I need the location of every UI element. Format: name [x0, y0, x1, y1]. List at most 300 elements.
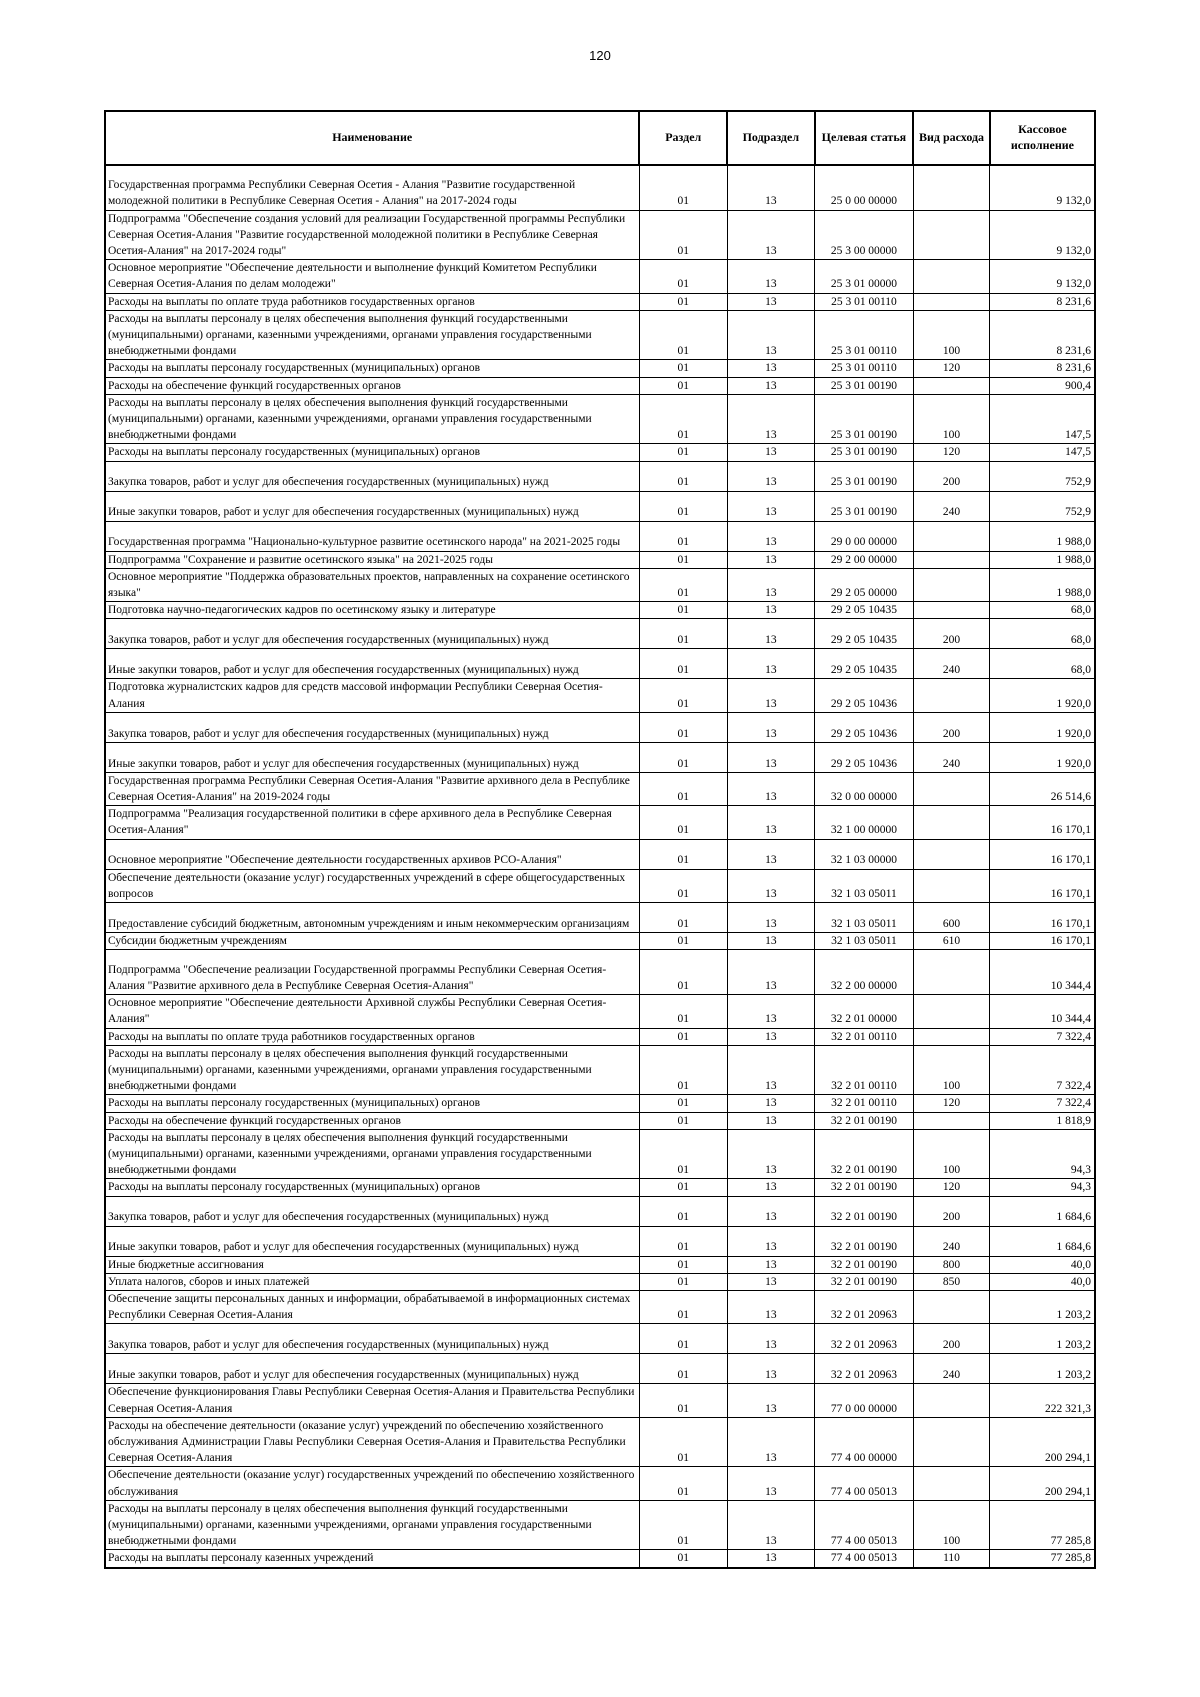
row-name: Подпрограмма "Обеспечение создания условий для реализации Государственной программы Республики Северная Осетия-Алания "Развитие государственной молодежной политики в Республике Северная Осетия-Алания" на 2017-2024 годы"	[105, 210, 639, 260]
row-vid: 600	[913, 902, 990, 932]
row-name: Расходы на выплаты персоналу в целях обеспечения выполнения функций государственными (муниципальными) органами, казенными учреждениями, органами управления государственными внебюджетными фондами	[105, 394, 639, 444]
table-row	[105, 602, 1095, 619]
row-podrazdel: 13	[727, 1112, 815, 1129]
row-razdel: 01	[639, 1324, 727, 1354]
row-statya: 77 0 00 00000	[815, 1384, 914, 1417]
row-vid	[913, 1467, 990, 1500]
table-row	[105, 1354, 1095, 1384]
table-row	[105, 1467, 1095, 1500]
row-amount: 7 322,4	[990, 1095, 1095, 1112]
row-name: Расходы на выплаты персоналу государственных (муниципальных) органов	[105, 1179, 639, 1196]
row-amount: 7 322,4	[990, 1028, 1095, 1045]
table-row	[105, 1500, 1095, 1550]
table-row	[105, 806, 1095, 839]
row-vid: 100	[913, 1500, 990, 1550]
row-name: Иные закупки товаров, работ и услуг для обеспечения государственных (муниципальных) нужд	[105, 1226, 639, 1256]
row-razdel: 01	[639, 712, 727, 742]
table-row	[105, 1324, 1095, 1354]
row-statya: 32 2 01 00000	[815, 995, 914, 1028]
row-podrazdel: 13	[727, 806, 815, 839]
row-amount: 1 920,0	[990, 712, 1095, 742]
table-row	[105, 444, 1095, 461]
row-statya: 77 4 00 05013	[815, 1500, 914, 1550]
row-statya: 25 3 01 00190	[815, 394, 914, 444]
row-amount: 1 684,6	[990, 1196, 1095, 1226]
table-row	[105, 491, 1095, 521]
row-amount: 10 344,4	[990, 950, 1095, 995]
row-razdel: 01	[639, 165, 727, 210]
table-row	[105, 1273, 1095, 1290]
row-podrazdel: 13	[727, 1273, 815, 1290]
row-name: Основное мероприятие "Поддержка образовательных проектов, направленных на сохранение осетинского языка"	[105, 568, 639, 601]
row-vid	[913, 293, 990, 310]
row-podrazdel: 13	[727, 1226, 815, 1256]
row-name: Расходы на выплаты по оплате труда работников государственных органов	[105, 293, 639, 310]
row-razdel: 01	[639, 1112, 727, 1129]
row-razdel: 01	[639, 1179, 727, 1196]
table-row	[105, 210, 1095, 260]
row-name: Закупка товаров, работ и услуг для обеспечения государственных (муниципальных) нужд	[105, 1324, 639, 1354]
row-statya: 32 2 01 20963	[815, 1324, 914, 1354]
row-podrazdel: 13	[727, 551, 815, 568]
row-statya: 77 4 00 00000	[815, 1417, 914, 1467]
table-row	[105, 360, 1095, 377]
table-row	[105, 950, 1095, 995]
row-amount: 1 203,2	[990, 1291, 1095, 1324]
row-vid	[913, 1417, 990, 1467]
table-row	[105, 310, 1095, 360]
row-name: Расходы на обеспечение функций государственных органов	[105, 1112, 639, 1129]
row-podrazdel: 13	[727, 1095, 815, 1112]
table-row	[105, 1226, 1095, 1256]
table-row	[105, 260, 1095, 293]
row-razdel: 01	[639, 1045, 727, 1095]
row-vid: 200	[913, 1324, 990, 1354]
row-podrazdel: 13	[727, 619, 815, 649]
row-podrazdel: 13	[727, 444, 815, 461]
row-razdel: 01	[639, 602, 727, 619]
row-vid: 200	[913, 1196, 990, 1226]
row-razdel: 01	[639, 377, 727, 394]
row-podrazdel: 13	[727, 1324, 815, 1354]
row-podrazdel: 13	[727, 1354, 815, 1384]
row-vid	[913, 839, 990, 869]
row-podrazdel: 13	[727, 1467, 815, 1500]
row-name: Основное мероприятие "Обеспечение деятельности государственных архивов РСО-Алания"	[105, 839, 639, 869]
row-podrazdel: 13	[727, 1417, 815, 1467]
row-statya: 32 1 03 05011	[815, 932, 914, 949]
header-vid: Вид расхода	[913, 111, 990, 165]
row-name: Закупка товаров, работ и услуг для обеспечения государственных (муниципальных) нужд	[105, 461, 639, 491]
row-podrazdel: 13	[727, 1384, 815, 1417]
row-razdel: 01	[639, 1354, 727, 1384]
row-statya: 32 1 03 00000	[815, 839, 914, 869]
header-name: Наименование	[105, 111, 639, 165]
row-vid: 120	[913, 1095, 990, 1112]
row-vid	[913, 1112, 990, 1129]
row-vid: 100	[913, 394, 990, 444]
row-podrazdel: 13	[727, 1550, 815, 1568]
row-statya: 77 4 00 05013	[815, 1467, 914, 1500]
table-body	[105, 165, 1095, 1568]
row-statya: 32 2 01 00190	[815, 1256, 914, 1273]
row-name: Подпрограмма "Реализация государственной политики в сфере архивного дела в Республике Северная Осетия-Алания"	[105, 806, 639, 839]
row-amount: 94,3	[990, 1129, 1095, 1179]
row-razdel: 01	[639, 551, 727, 568]
row-statya: 25 3 01 00190	[815, 377, 914, 394]
row-statya: 32 2 01 00110	[815, 1095, 914, 1112]
row-statya: 29 0 00 00000	[815, 521, 914, 551]
table-row	[105, 461, 1095, 491]
table-row	[105, 1095, 1095, 1112]
row-statya: 29 2 05 10436	[815, 712, 914, 742]
row-name: Расходы на выплаты персоналу государственных (муниципальных) органов	[105, 360, 639, 377]
row-razdel: 01	[639, 260, 727, 293]
row-podrazdel: 13	[727, 772, 815, 805]
header-statya: Целевая статья	[815, 111, 914, 165]
row-statya: 29 2 05 10435	[815, 649, 914, 679]
row-podrazdel: 13	[727, 902, 815, 932]
row-podrazdel: 13	[727, 461, 815, 491]
row-statya: 32 2 01 20963	[815, 1354, 914, 1384]
row-razdel: 01	[639, 1384, 727, 1417]
row-name: Иные закупки товаров, работ и услуг для обеспечения государственных (муниципальных) нужд	[105, 649, 639, 679]
row-vid: 100	[913, 1129, 990, 1179]
row-amount: 16 170,1	[990, 839, 1095, 869]
row-podrazdel: 13	[727, 995, 815, 1028]
row-vid	[913, 1384, 990, 1417]
row-amount: 1 203,2	[990, 1324, 1095, 1354]
row-podrazdel: 13	[727, 1045, 815, 1095]
row-amount: 40,0	[990, 1273, 1095, 1290]
row-podrazdel: 13	[727, 491, 815, 521]
row-vid	[913, 165, 990, 210]
header-podrazdel: Подраздел	[727, 111, 815, 165]
row-razdel: 01	[639, 1028, 727, 1045]
row-amount: 10 344,4	[990, 995, 1095, 1028]
row-statya: 32 2 00 00000	[815, 950, 914, 995]
row-amount: 68,0	[990, 649, 1095, 679]
row-statya: 29 2 05 10435	[815, 619, 914, 649]
table-row	[105, 995, 1095, 1028]
row-amount: 94,3	[990, 1179, 1095, 1196]
row-razdel: 01	[639, 1500, 727, 1550]
table-row	[105, 1550, 1095, 1568]
row-name: Расходы на выплаты персоналу в целях обеспечения выполнения функций государственными (муниципальными) органами, казенными учреждениями, органами управления государственными внебюджетными фондами	[105, 1129, 639, 1179]
row-name: Расходы на выплаты персоналу в целях обеспечения выполнения функций государственными (муниципальными) органами, казенными учреждениями, органами управления государственными внебюджетными фондами	[105, 310, 639, 360]
row-statya: 32 2 01 00110	[815, 1045, 914, 1095]
row-statya: 32 2 01 00190	[815, 1179, 914, 1196]
table-row	[105, 1112, 1095, 1129]
row-razdel: 01	[639, 902, 727, 932]
row-vid: 800	[913, 1256, 990, 1273]
row-statya: 25 3 01 00000	[815, 260, 914, 293]
table-row	[105, 649, 1095, 679]
row-amount: 9 132,0	[990, 210, 1095, 260]
row-amount: 900,4	[990, 377, 1095, 394]
row-name: Обеспечение деятельности (оказание услуг) государственных учреждений в сфере общегосударственных вопросов	[105, 869, 639, 902]
table-row	[105, 1196, 1095, 1226]
table-row	[105, 1045, 1095, 1095]
row-amount: 8 231,6	[990, 360, 1095, 377]
row-razdel: 01	[639, 1226, 727, 1256]
row-name: Расходы на выплаты персоналу в целях обеспечения выполнения функций государственными (муниципальными) органами, казенными учреждениями, органами управления государственными внебюджетными фондами	[105, 1500, 639, 1550]
row-vid: 240	[913, 1226, 990, 1256]
table-row	[105, 1028, 1095, 1045]
row-razdel: 01	[639, 932, 727, 949]
row-razdel: 01	[639, 293, 727, 310]
row-statya: 32 2 01 20963	[815, 1291, 914, 1324]
row-vid	[913, 377, 990, 394]
row-amount: 16 170,1	[990, 869, 1095, 902]
row-vid	[913, 806, 990, 839]
row-vid	[913, 869, 990, 902]
row-podrazdel: 13	[727, 394, 815, 444]
header-razdel: Раздел	[639, 111, 727, 165]
row-name: Расходы на обеспечение деятельности (оказание услуг) учреждений по обеспечению хозяйственного обслуживания Администрации Главы Республики Северная Осетия-Алания и Правительства Республики Северная Осетия-Алания	[105, 1417, 639, 1467]
row-podrazdel: 13	[727, 839, 815, 869]
row-statya: 32 2 01 00190	[815, 1226, 914, 1256]
row-vid	[913, 602, 990, 619]
row-podrazdel: 13	[727, 712, 815, 742]
row-statya: 32 2 01 00190	[815, 1273, 914, 1290]
row-name: Подпрограмма "Сохранение и развитие осетинского языка" на 2021-2025 годы	[105, 551, 639, 568]
row-statya: 32 2 01 00110	[815, 1028, 914, 1045]
row-razdel: 01	[639, 491, 727, 521]
row-name: Государственная программа Республики Северная Осетия-Алания "Развитие архивного дела в Республике Северная Осетия-Алания" на 2019-2024 годы	[105, 772, 639, 805]
row-podrazdel: 13	[727, 310, 815, 360]
row-name: Закупка товаров, работ и услуг для обеспечения государственных (муниципальных) нужд	[105, 1196, 639, 1226]
row-vid	[913, 568, 990, 601]
row-podrazdel: 13	[727, 742, 815, 772]
row-vid: 120	[913, 444, 990, 461]
header-amount: Кассовое исполнение	[990, 111, 1095, 165]
row-vid: 200	[913, 712, 990, 742]
row-podrazdel: 13	[727, 602, 815, 619]
row-name: Уплата налогов, сборов и иных платежей	[105, 1273, 639, 1290]
row-vid	[913, 1291, 990, 1324]
row-razdel: 01	[639, 461, 727, 491]
row-statya: 32 1 03 05011	[815, 902, 914, 932]
row-podrazdel: 13	[727, 165, 815, 210]
row-statya: 32 2 01 00190	[815, 1129, 914, 1179]
row-amount: 147,5	[990, 394, 1095, 444]
row-vid	[913, 995, 990, 1028]
row-razdel: 01	[639, 679, 727, 712]
row-name: Субсидии бюджетным учреждениям	[105, 932, 639, 949]
table-row	[105, 902, 1095, 932]
row-amount: 752,9	[990, 491, 1095, 521]
row-podrazdel: 13	[727, 377, 815, 394]
row-razdel: 01	[639, 1291, 727, 1324]
row-razdel: 01	[639, 772, 727, 805]
row-vid	[913, 260, 990, 293]
row-name: Основное мероприятие "Обеспечение деятельности и выполнение функций Комитетом Республики Северная Осетия-Алания по делам молодежи"	[105, 260, 639, 293]
row-vid: 850	[913, 1273, 990, 1290]
row-name: Подпрограмма "Обеспечение реализации Государственной программы Республики Северная Осетия-Алания "Развитие архивного дела в Республике Северная Осетия-Алания"	[105, 950, 639, 995]
row-statya: 77 4 00 05013	[815, 1550, 914, 1568]
row-name: Расходы на выплаты персоналу казенных учреждений	[105, 1550, 639, 1568]
row-amount: 1 988,0	[990, 521, 1095, 551]
row-name: Закупка товаров, работ и услуг для обеспечения государственных (муниципальных) нужд	[105, 712, 639, 742]
row-name: Расходы на выплаты по оплате труда работников государственных органов	[105, 1028, 639, 1045]
budget-table	[104, 110, 1096, 1569]
row-vid: 110	[913, 1550, 990, 1568]
row-amount: 1 818,9	[990, 1112, 1095, 1129]
row-podrazdel: 13	[727, 932, 815, 949]
row-amount: 16 170,1	[990, 932, 1095, 949]
row-podrazdel: 13	[727, 260, 815, 293]
row-amount: 752,9	[990, 461, 1095, 491]
row-podrazdel: 13	[727, 1129, 815, 1179]
row-amount: 16 170,1	[990, 806, 1095, 839]
row-name: Обеспечение деятельности (оказание услуг) государственных учреждений по обеспечению хозяйственного обслуживания	[105, 1467, 639, 1500]
row-amount: 26 514,6	[990, 772, 1095, 805]
row-amount: 1 920,0	[990, 679, 1095, 712]
row-vid: 120	[913, 1179, 990, 1196]
table-row	[105, 377, 1095, 394]
table-row	[105, 165, 1095, 210]
row-statya: 29 2 05 10436	[815, 679, 914, 712]
row-statya: 32 0 00 00000	[815, 772, 914, 805]
row-name: Иные закупки товаров, работ и услуг для обеспечения государственных (муниципальных) нужд	[105, 742, 639, 772]
row-vid: 120	[913, 360, 990, 377]
row-amount: 1 988,0	[990, 568, 1095, 601]
table-row	[105, 1256, 1095, 1273]
row-name: Иные закупки товаров, работ и услуг для обеспечения государственных (муниципальных) нужд	[105, 491, 639, 521]
row-razdel: 01	[639, 210, 727, 260]
row-statya: 25 3 01 00110	[815, 360, 914, 377]
row-statya: 25 3 01 00110	[815, 310, 914, 360]
row-podrazdel: 13	[727, 950, 815, 995]
row-podrazdel: 13	[727, 360, 815, 377]
row-vid	[913, 950, 990, 995]
row-statya: 29 2 05 10436	[815, 742, 914, 772]
row-razdel: 01	[639, 1095, 727, 1112]
row-vid: 610	[913, 932, 990, 949]
row-name: Расходы на выплаты персоналу государственных (муниципальных) органов	[105, 1095, 639, 1112]
table-row	[105, 1417, 1095, 1467]
row-razdel: 01	[639, 1417, 727, 1467]
row-podrazdel: 13	[727, 1500, 815, 1550]
row-name: Государственная программа "Национально-культурное развитие осетинского народа" на 2021-2025 годы	[105, 521, 639, 551]
row-razdel: 01	[639, 568, 727, 601]
row-name: Подготовка научно-педагогических кадров по осетинскому языку и литературе	[105, 602, 639, 619]
row-razdel: 01	[639, 1256, 727, 1273]
row-statya: 25 3 01 00190	[815, 444, 914, 461]
row-podrazdel: 13	[727, 649, 815, 679]
row-statya: 29 2 05 10435	[815, 602, 914, 619]
row-razdel: 01	[639, 394, 727, 444]
table-row	[105, 1384, 1095, 1417]
row-podrazdel: 13	[727, 568, 815, 601]
row-vid: 200	[913, 619, 990, 649]
row-razdel: 01	[639, 1196, 727, 1226]
row-amount: 222 321,3	[990, 1384, 1095, 1417]
row-vid	[913, 551, 990, 568]
row-vid	[913, 521, 990, 551]
table-row	[105, 521, 1095, 551]
row-vid	[913, 679, 990, 712]
page-number: 120	[589, 48, 611, 63]
row-amount: 77 285,8	[990, 1550, 1095, 1568]
row-razdel: 01	[639, 1129, 727, 1179]
row-amount: 200 294,1	[990, 1417, 1095, 1467]
table-row	[105, 742, 1095, 772]
table-row	[105, 869, 1095, 902]
row-name: Иные бюджетные ассигнования	[105, 1256, 639, 1273]
row-razdel: 01	[639, 1467, 727, 1500]
table-row	[105, 932, 1095, 949]
row-amount: 200 294,1	[990, 1467, 1095, 1500]
row-amount: 16 170,1	[990, 902, 1095, 932]
row-razdel: 01	[639, 869, 727, 902]
row-statya: 29 2 05 00000	[815, 568, 914, 601]
row-podrazdel: 13	[727, 210, 815, 260]
row-vid: 200	[913, 461, 990, 491]
row-razdel: 01	[639, 310, 727, 360]
row-name: Подготовка журналистских кадров для средств массовой информации Республики Северная Осетия-Алания	[105, 679, 639, 712]
row-razdel: 01	[639, 444, 727, 461]
row-razdel: 01	[639, 950, 727, 995]
row-amount: 68,0	[990, 602, 1095, 619]
row-razdel: 01	[639, 806, 727, 839]
table-row	[105, 679, 1095, 712]
row-statya: 29 2 00 00000	[815, 551, 914, 568]
row-name: Предоставление субсидий бюджетным, автономным учреждениям и иным некоммерческим организациям	[105, 902, 639, 932]
row-statya: 25 3 01 00190	[815, 461, 914, 491]
row-razdel: 01	[639, 1273, 727, 1290]
row-amount: 1 920,0	[990, 742, 1095, 772]
row-vid: 240	[913, 742, 990, 772]
row-podrazdel: 13	[727, 1196, 815, 1226]
row-vid	[913, 772, 990, 805]
row-amount: 1 203,2	[990, 1354, 1095, 1384]
table-row	[105, 772, 1095, 805]
row-podrazdel: 13	[727, 679, 815, 712]
row-razdel: 01	[639, 742, 727, 772]
row-name: Закупка товаров, работ и услуг для обеспечения государственных (муниципальных) нужд	[105, 619, 639, 649]
table-row	[105, 568, 1095, 601]
row-vid	[913, 210, 990, 260]
row-amount: 8 231,6	[990, 293, 1095, 310]
row-razdel: 01	[639, 1550, 727, 1568]
row-vid: 100	[913, 310, 990, 360]
row-name: Государственная программа Республики Северная Осетия - Алания "Развитие государственной молодежной политики в Республике Северная Осетия - Алания" на 2017-2024 годы	[105, 165, 639, 210]
row-podrazdel: 13	[727, 1256, 815, 1273]
row-statya: 25 3 01 00190	[815, 491, 914, 521]
row-amount: 1 684,6	[990, 1226, 1095, 1256]
row-amount: 40,0	[990, 1256, 1095, 1273]
row-statya: 32 2 01 00190	[815, 1112, 914, 1129]
row-amount: 68,0	[990, 619, 1095, 649]
table-header-row	[105, 111, 1095, 165]
row-razdel: 01	[639, 360, 727, 377]
row-vid: 240	[913, 1354, 990, 1384]
row-statya: 25 0 00 00000	[815, 165, 914, 210]
row-podrazdel: 13	[727, 1028, 815, 1045]
table-row	[105, 394, 1095, 444]
row-vid: 240	[913, 491, 990, 521]
row-amount: 147,5	[990, 444, 1095, 461]
row-name: Обеспечение функционирования Главы Республики Северная Осетия-Алания и Правительства Республики Северная Осетия-Алания	[105, 1384, 639, 1417]
table-row	[105, 1179, 1095, 1196]
row-amount: 8 231,6	[990, 310, 1095, 360]
row-razdel: 01	[639, 995, 727, 1028]
row-amount: 9 132,0	[990, 165, 1095, 210]
table-row	[105, 712, 1095, 742]
row-name: Основное мероприятие "Обеспечение деятельности Архивной службы Республики Северная Осетия-Алания"	[105, 995, 639, 1028]
